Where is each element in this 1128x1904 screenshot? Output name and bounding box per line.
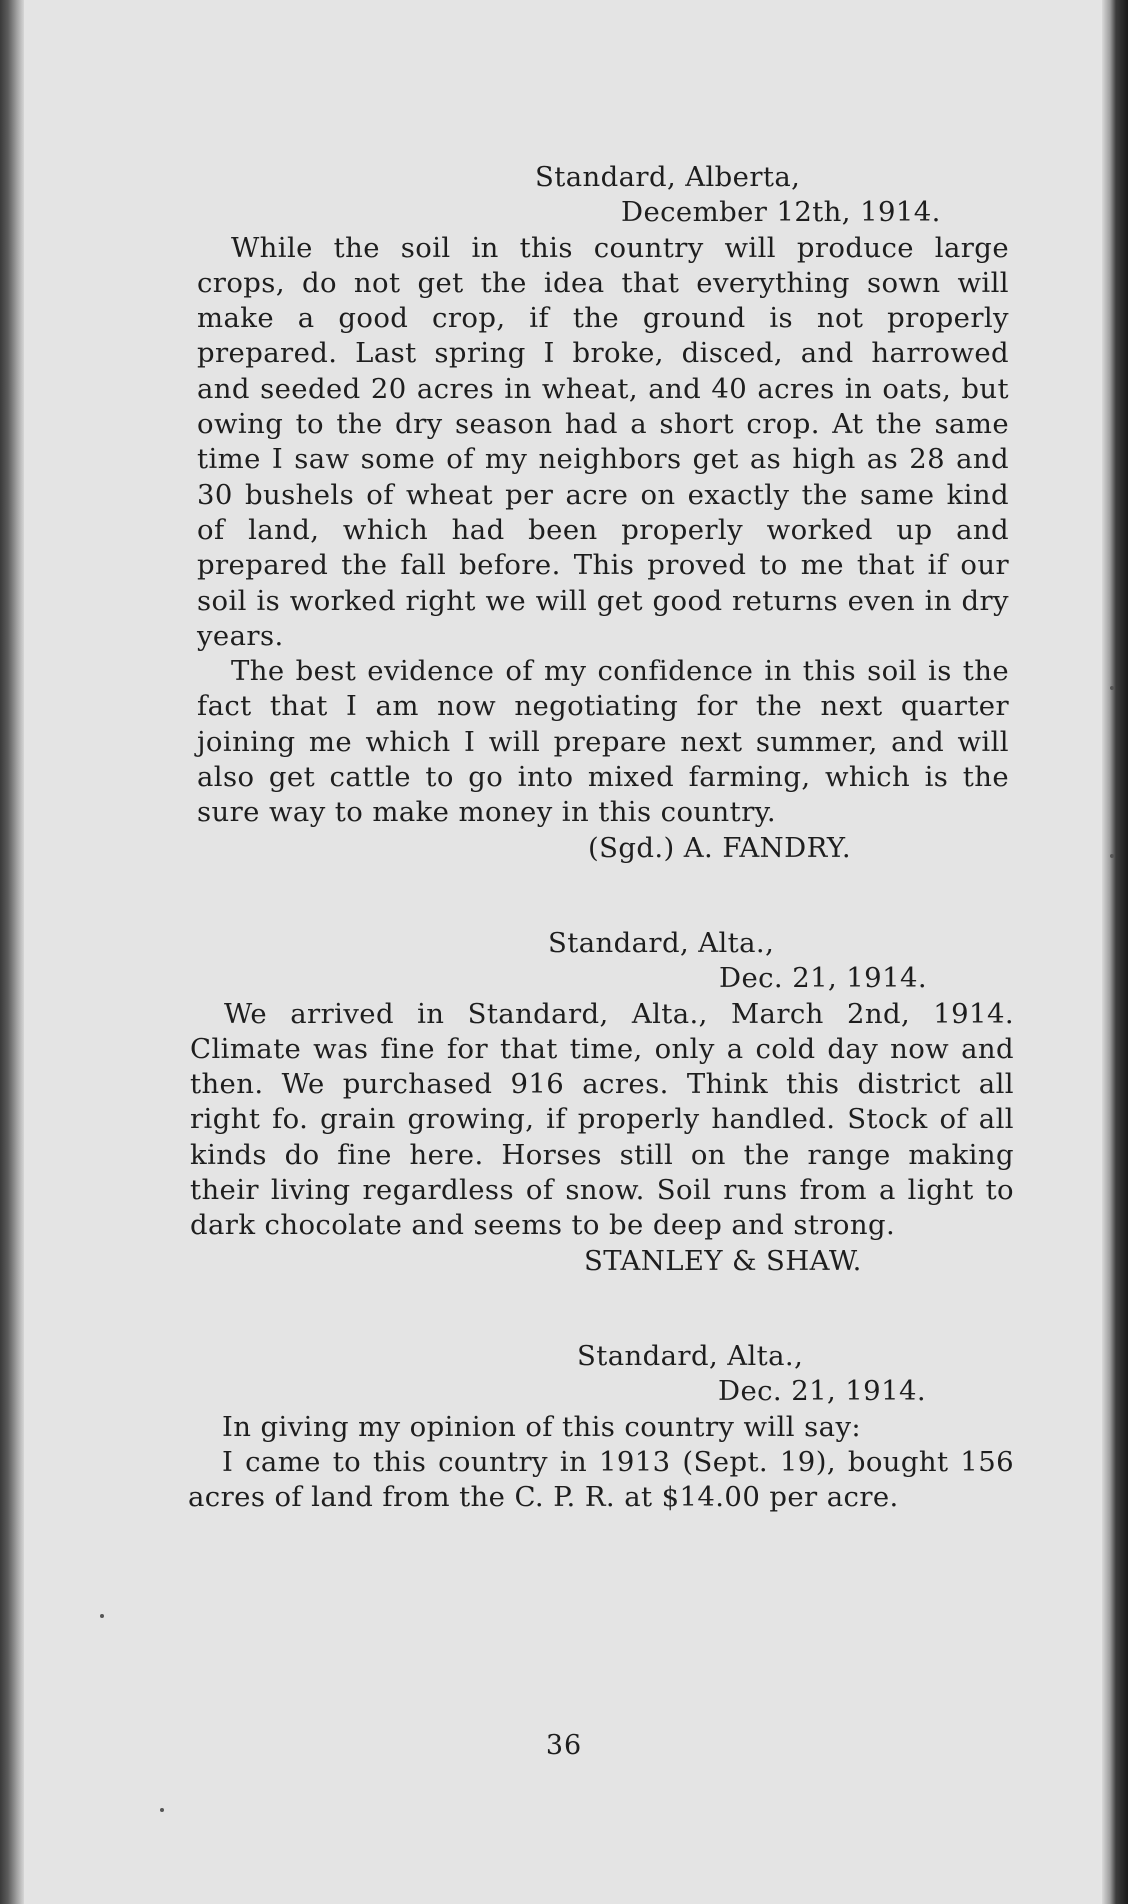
letter-paragraph: The best evidence of my confidence in this soil is the fact that I am now negotiating for the next quarter joining me which I will prepare next summer, and will also get cattle to go into mixed farming, which is the sure way to make money in this country. (197, 655, 1009, 829)
page-edge-shadow (1102, 0, 1128, 1904)
letter-untitled (188, 1339, 1014, 1515)
letter-signature: (Sgd.) A. FANDRY. (588, 831, 852, 864)
scan-speck (1110, 854, 1114, 858)
scan-speck (1110, 686, 1114, 690)
letter-signature: STANLEY & SHAW. (584, 1244, 862, 1277)
letter-paragraph: While the soil in this country will produce large crops, do not get the idea that everything sown will make a good crop, if the ground is not properly prepared. Last spring I broke, disced, and harrowed and seeded 20 acres in wheat, and 40 acres in oats, but owing to the dry season had a short crop. At the same time I saw some of my neighbors get as high as 28 and 30 bushels of wheat per acre on exactly the same kind of land, which had been properly worked up and prepared the fall before. This proved to me that if our soil is worked right we will get good returns even in dry years. (197, 231, 1009, 652)
letter-stanley-shaw (190, 926, 1014, 1279)
letter-paragraph: I came to this country in 1913 (Sept. 19), bought 156 acres of land from the C. P. R. at $14.00 per acre. (188, 1445, 1014, 1514)
letter-place: Standard, Alta., (548, 926, 775, 959)
section-gap (197, 866, 1009, 926)
page-number: 36 (545, 1730, 583, 1761)
letter-place: Standard, Alberta, (535, 161, 801, 193)
page-body (188, 160, 1014, 1515)
letter-paragraph: In giving my opinion of this country will say: (222, 1410, 862, 1443)
letter-place: Standard, Alta., (577, 1339, 804, 1372)
letter-paragraph: We arrived in Standard, Alta., March 2nd, 1914. Climate was fine for that time, only a cold day now and then. We purchased 916 acres. Think this district all right fo. grain growing, if properly handled. Stock of all kinds do fine here. Horses still on the range making their living regardless of snow. Soil runs from a light to dark chocolate and seems to be deep and strong. (190, 997, 1014, 1242)
book-binding-shadow (0, 0, 24, 1904)
letter-date: Dec. 21, 1914. (719, 962, 928, 995)
section-gap (197, 1279, 1009, 1339)
letter-fandry (197, 160, 1009, 866)
scan-speck (100, 1614, 104, 1618)
letter-date: December 12th, 1914. (621, 196, 941, 229)
letter-date: Dec. 21, 1914. (718, 1375, 927, 1408)
scan-speck (160, 1808, 164, 1812)
